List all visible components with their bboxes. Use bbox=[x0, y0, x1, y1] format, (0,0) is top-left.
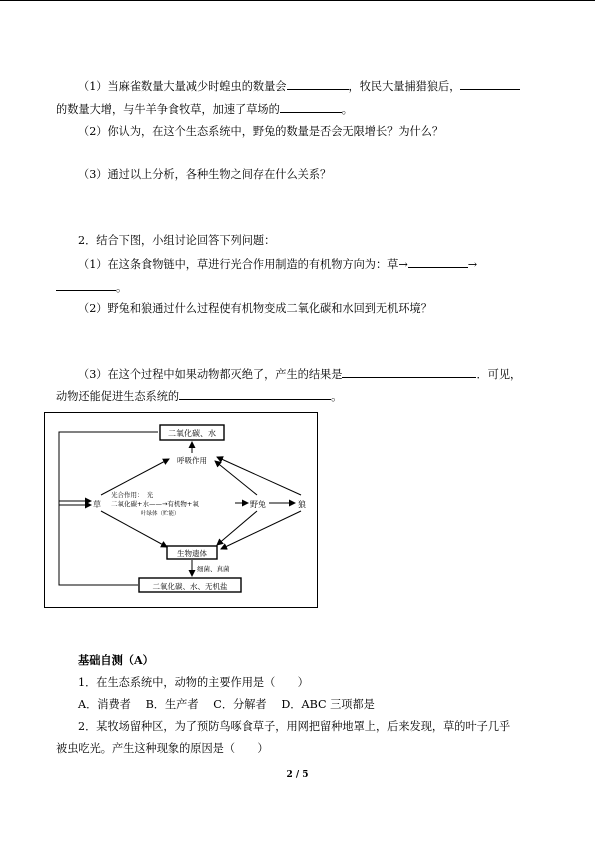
blank[interactable] bbox=[179, 387, 331, 400]
diagram-svg bbox=[45, 413, 319, 609]
blank[interactable] bbox=[408, 255, 468, 268]
blank[interactable] bbox=[280, 100, 342, 113]
q2-part1-cont bbox=[56, 278, 546, 297]
bacteria-label: 细菌、真菌 bbox=[197, 565, 230, 573]
q2-text-f: 动物还能促进生态系统的 bbox=[56, 390, 180, 403]
q2-text-g: 。 bbox=[331, 390, 343, 403]
blank[interactable] bbox=[460, 77, 520, 90]
photo-line1: 光合作用： 光 bbox=[111, 491, 154, 499]
page-number: 2 / 5 bbox=[286, 770, 309, 780]
top-box-label: 二氧化碳、水 bbox=[168, 429, 216, 438]
q2-part2: （2）野兔和狼通过什么过程使有机物变成二氧化碳和水回到无机环境？ bbox=[78, 302, 432, 315]
ecosystem-diagram bbox=[44, 412, 318, 608]
q2-text-e: ．可见， bbox=[476, 368, 522, 381]
q1-part3: （3）通过以上分析，各种生物之间存在什么关系？ bbox=[78, 168, 332, 181]
test-q1-options: A．消费者 B．生产者 C．分解者 D．ABC 三项都是 bbox=[78, 698, 375, 711]
q2-text-b: → bbox=[467, 258, 478, 271]
rabbit-label: 野兔 bbox=[250, 500, 266, 509]
wolf-resp-arrow bbox=[217, 457, 301, 495]
q1-line1 bbox=[78, 77, 568, 96]
rabbit-decomp-arrow bbox=[217, 511, 257, 545]
wolf-label: 狼 bbox=[298, 500, 306, 509]
q2-part3 bbox=[78, 365, 568, 384]
blank[interactable] bbox=[56, 278, 116, 291]
blank[interactable] bbox=[342, 365, 476, 378]
photo-line2: 二氧化碳+水——→有机物+氧 bbox=[111, 500, 199, 508]
q1-part2: （2）你认为，在这个生态系统中，野兔的数量是否会无限增长？为什么？ bbox=[78, 125, 444, 138]
header-rule bbox=[0, 0, 595, 1]
q1-text-a: （1）当麻雀数量大量减少时蝗虫的数量会 bbox=[78, 80, 287, 93]
blank[interactable] bbox=[287, 77, 349, 90]
test-q1: 1．在生态系统中，动物的主要作用是（ ） bbox=[78, 676, 309, 689]
q1-text-c: 的数量大增，与牛羊争食牧草，加速了草场的 bbox=[56, 103, 280, 116]
q2-title: 2．结合下图，小组讨论回答下列问题： bbox=[78, 234, 276, 247]
q1-text-b: ，牧民大量捕猎狼后， bbox=[348, 80, 461, 93]
wolf-decomp-arrow bbox=[221, 511, 301, 549]
respiration-label: 呼吸作用 bbox=[177, 456, 207, 465]
q2-text-d: （3）在这个过程中如果动物都灭绝了，产生的结果是 bbox=[78, 368, 343, 381]
bottom-box-label: 二氧化碳、水、无机盐 bbox=[152, 582, 228, 591]
q1-line2 bbox=[56, 100, 546, 119]
grass-label: 草 bbox=[93, 500, 101, 509]
photo-line3: 叶绿体（贮能） bbox=[141, 511, 180, 517]
q2-text-c: 。 bbox=[116, 281, 128, 294]
test-q2-line2: 被虫吃光。产生这种现象的原因是（ ） bbox=[56, 742, 269, 755]
left-loop-line bbox=[59, 432, 158, 585]
q2-text-a: （1）在这条食物链中，草进行光合作用制造的有机物方向为：草→ bbox=[78, 258, 408, 271]
grass-resp-arrow bbox=[101, 459, 169, 495]
decompose-label: 生物遗体 bbox=[177, 549, 207, 558]
test-q2-line1: 2．某牧场留种区，为了预防鸟啄食草子，用网把留种地罩上，后来发现，草的叶子几乎 bbox=[78, 720, 511, 733]
test-heading: 基础自测（A） bbox=[78, 653, 154, 667]
q2-part3-cont bbox=[56, 387, 546, 406]
q2-part1 bbox=[78, 255, 568, 274]
q1-text-d: 。 bbox=[341, 103, 353, 116]
